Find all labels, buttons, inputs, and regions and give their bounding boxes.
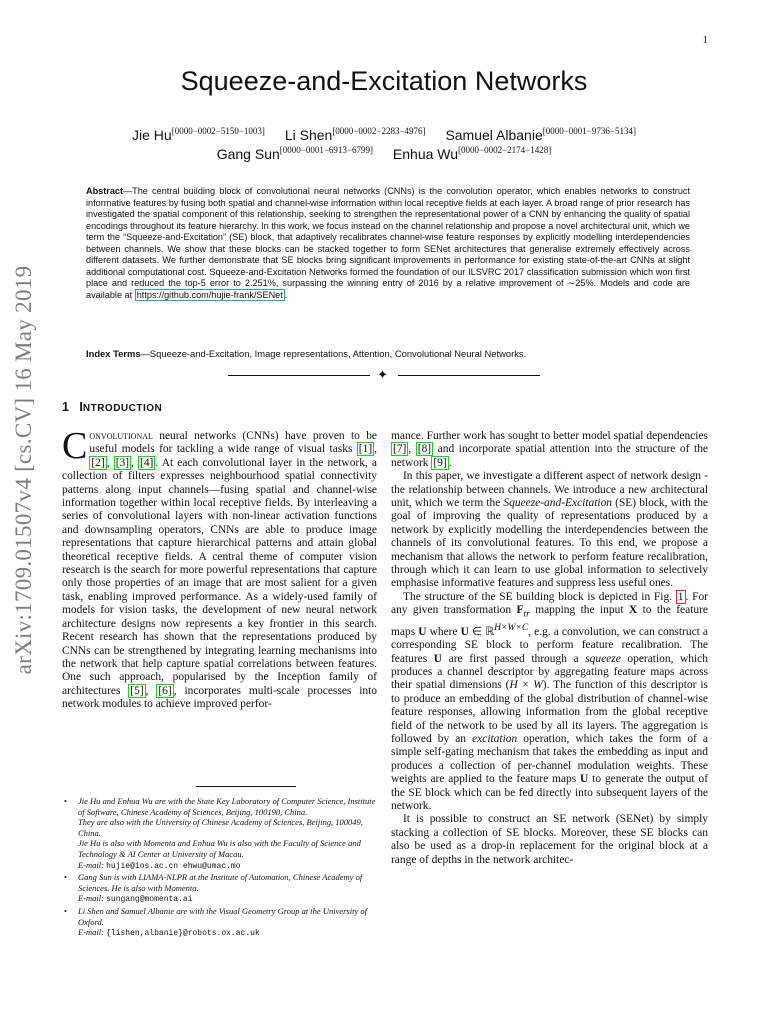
text-run: Jie Hu and Enhua Wu are with the State Key Laboratory of Computer Science, Institute of Software, Chinese Academy of Sciences, Beijing, 100190, China. bbox=[78, 796, 376, 817]
footnotes bbox=[62, 796, 377, 940]
authors-line-1 bbox=[60, 126, 708, 143]
author-orcid: [0000−0001−6913−6799] bbox=[279, 145, 374, 155]
text-run: and incorporate spatial attention into the structure of the network bbox=[391, 443, 709, 469]
abstract-text: —The central building block of convolutional neural networks (CNNs) is the convolution operator, which enables networks to construct informative features by fusing both spatial and channel-wise information within local receptive fields at each layer. A broad range of prior research has investigated the spatial component of this relationship, seeking to strengthen the representational power of a CNN by enhancing the quality of spatial encodings throughout its feature hierarchy. In this work, we focus instead on the channel relationship and propose a novel architectural unit, which we term the “Squeeze-and-Excitation” (SE) block, that adaptively recalibrates channel-wise feature responses by explicitly modelling interdependencies between channels. We show that these blocks can be stacked together to form SENet architectures that generalise extremely effectively across different datasets. We further demonstrate that SE blocks bring significant improvements in performance for existing state-of-the-art CNNs at slight additional computational cost. Squeeze-and-Excitation Networks formed the foundation of our ILSVRC 2017 classification submission which won first place and reduced the top-5 error to 2.251%, surpassing the winning entry of 2016 by a relative improvement of ∼25%. Models and code are available at bbox=[86, 186, 690, 300]
citation-7[interactable]: [7] bbox=[393, 443, 407, 456]
arxiv-side-label bbox=[6, 260, 42, 680]
text-run: operation, which produces a channel descriptor by aggregating feature maps across their spatial dimensions ( bbox=[391, 652, 708, 692]
text-run: , bbox=[145, 684, 157, 697]
divider-line-left bbox=[228, 375, 370, 376]
intro-paragraph-1 bbox=[62, 425, 378, 712]
text-run: are first passed through a bbox=[442, 652, 586, 665]
section-title-rest: NTRODUCTION bbox=[82, 403, 163, 414]
abstract bbox=[86, 186, 690, 301]
section-number: 1 bbox=[62, 400, 69, 414]
index-terms bbox=[86, 348, 690, 359]
text-run: (SE) block, with the goal of improving the quality of representations produced by a network by explicitly modelling the interdependencies between the channels of its convolutional features. To this end, we propose a mechanism that allows the network to perform feature recalibration, through which it can learn to use global information to selectively emphasise informative features and suppress less useful ones. bbox=[391, 497, 708, 590]
paper-title: Squeeze-and-Excitation Networks bbox=[180, 66, 588, 96]
author-gang-sun bbox=[217, 146, 373, 162]
author-jie-hu bbox=[132, 127, 265, 143]
author-name: Samuel Albanie bbox=[445, 127, 543, 143]
text-run: mance. Further work has sought to better model spatial dependencies bbox=[391, 430, 708, 442]
author-orcid: [0000−0002−2174−1428] bbox=[458, 145, 552, 155]
abstract-end: . bbox=[284, 289, 288, 300]
section-heading-introduction bbox=[62, 400, 162, 414]
text-run: , bbox=[374, 443, 377, 456]
author-name: Jie Hu bbox=[132, 127, 172, 143]
math-tr: tr bbox=[523, 608, 530, 620]
text-run: , bbox=[106, 456, 114, 469]
emphasis-excitation: excitation bbox=[472, 733, 518, 746]
text-run: neural networks (CNNs) have proven to be useful models for tackling a wide range of visual tasks bbox=[89, 430, 377, 456]
right-column bbox=[391, 430, 708, 867]
text-run: , bbox=[408, 443, 416, 456]
math-F: F bbox=[516, 604, 524, 617]
math-U: U bbox=[433, 652, 443, 665]
section-title-initial: I bbox=[79, 400, 83, 414]
text-run: to generate the output of the SE block which can be fed directly into subsequent layers of the network. bbox=[391, 773, 709, 813]
text-run: where bbox=[426, 625, 461, 638]
email-sun: sungang@momenta.ai bbox=[106, 895, 193, 905]
author-name: Li Shen bbox=[284, 127, 333, 143]
text-run: Li Shen and Samuel Albanie are with the Visual Geometry Group at the University of Oxford. bbox=[78, 905, 367, 927]
text-run: Gang Sun is with LIAMA-NLPR at the Institute of Automation, Chinese Academy of Sciences. He is also with Momenta. bbox=[78, 872, 363, 893]
citation-1[interactable]: [1] bbox=[358, 443, 373, 456]
figure-1-ref[interactable]: 1 bbox=[677, 590, 684, 603]
text-run: In this paper, we investigate a different aspect of network design - the relationship between channels. We introduce a new architectural unit, which we term the bbox=[391, 470, 708, 510]
email-label: E-mail: bbox=[78, 927, 107, 938]
footnote-rule bbox=[196, 786, 296, 787]
author-orcid: [0000−0002−5150−1003] bbox=[171, 126, 265, 136]
text-run: , e.g. a convolution, we can construct a corresponding SE block to perform feature recalibration. The features bbox=[391, 625, 708, 665]
footnote-affiliation-hu-wu bbox=[62, 796, 377, 872]
text-run: They are also with the University of Chinese Academy of Sciences, Beijing, 100049, China. bbox=[78, 817, 363, 838]
text-run: . At each convolutional layer in the network, a collection of filters expresses neighbourhood spatial connectivity patterns along input channels—fusing spatial and channel-wise information together within local receptive fields. By interleaving a series of convolutional layers with non-linear activation functions and downsampling operators, CNNs are able to produce image representations that capture hierarchical patterns and attain global theoretical receptive fields. A central theme of computer vision research is the search for more powerful representations that capture only those properties of an image that are most salient for a given task, enabling improved performance. As a widely-used family of models for vision tasks, the development of new neural network architecture designs now represents a key frontier in this search. Recent research has shown that the representations produced by CNNs can be strengthened by integrating learning mechanisms into the network that help capture spatial correlations between features. One such approach, popularised by the Inception family of architectures bbox=[62, 456, 377, 697]
author-enhua-wu bbox=[393, 146, 551, 162]
bullet-icon: • bbox=[64, 872, 67, 883]
citation-5[interactable]: [5] bbox=[130, 684, 144, 697]
divider-diamond-icon: ✦ bbox=[377, 367, 388, 382]
author-samuel-albanie bbox=[445, 127, 636, 143]
math-X: X bbox=[628, 604, 638, 617]
email-hu-wu: hujie@ios.ac.cn ehwu@umac.mo bbox=[106, 861, 241, 871]
author-name: Enhua Wu bbox=[392, 146, 459, 162]
math-U: U bbox=[460, 625, 469, 638]
emphasis-se: Squeeze-and-Excitation bbox=[503, 497, 613, 510]
math-U: U bbox=[418, 625, 427, 638]
bullet-icon: • bbox=[64, 796, 67, 806]
text-run: The structure of the SE building block is depicted in Fig. bbox=[403, 590, 676, 603]
small-caps-word: onvolutional bbox=[89, 430, 153, 442]
arxiv-id-text: arXiv:1709.01507v4 [cs.CV] 16 May 2019 bbox=[11, 265, 36, 675]
intro-paragraph-2 bbox=[391, 470, 708, 591]
intro-paragraph-3 bbox=[391, 591, 708, 814]
text-run: , incorporates multi-scale processes into network modules to achieve improved perfor- bbox=[62, 684, 378, 711]
citation-2[interactable]: [2] bbox=[91, 456, 105, 469]
citation-3[interactable]: [3] bbox=[115, 456, 130, 469]
code-link[interactable]: https://github.com/hujie-frank/SENet bbox=[136, 289, 283, 300]
email-label: E-mail: bbox=[78, 893, 107, 904]
email-label: E-mail: bbox=[78, 859, 107, 870]
text-run: operation, which takes the form of a simple self-gating mechanism that takes the embedding as input and produces a collection of per-channel modulation weights. These weights are applied to the feature maps bbox=[391, 733, 708, 786]
author-orcid: [0000−0002−2283−4976] bbox=[332, 126, 426, 136]
author-orcid: [0000−0001−9736−5134] bbox=[542, 126, 636, 136]
text-run: mapping the input bbox=[529, 604, 629, 617]
intro-paragraph-1-continued bbox=[391, 430, 708, 470]
index-terms-text: —Squeeze-and-Excitation, Image representations, Attention, Convolutional Neural Networks. bbox=[140, 348, 527, 359]
left-column bbox=[62, 425, 378, 712]
email-shen-albanie: {lishen,albanie}@robots.ox.ac.uk bbox=[106, 929, 260, 939]
intro-paragraph-4: It is possible to construct an SE network (SENet) by simply stacking a collection of SE blocks. Moreover, these SE blocks can also be used as a drop-in replacement for the original block at a range of depths in the network architec- bbox=[391, 813, 708, 866]
author-name: Gang Sun bbox=[216, 146, 280, 162]
text-run: Jie Hu is also with Momenta and Enhua Wu is also with the Faculty of Science and Technology & AI Center at University of Macau. bbox=[78, 838, 361, 859]
text-run: , bbox=[131, 456, 139, 469]
page-number: 1 bbox=[702, 34, 708, 46]
emphasis-squeeze: squeeze bbox=[585, 652, 621, 665]
footnote-affiliation-sun bbox=[62, 872, 377, 906]
text-run: to the feature maps bbox=[391, 604, 708, 638]
text-run: ). The function of this descriptor is to produce an embedding of the global distribution of channel-wise feature responses, allowing information from the global receptive field of the network to be used by all its layers. The aggregation is followed by an bbox=[391, 679, 708, 746]
bullet-icon: • bbox=[64, 905, 67, 916]
math-HW: H × W bbox=[509, 679, 543, 692]
authors-line-2 bbox=[60, 145, 708, 162]
math-U: U bbox=[580, 773, 589, 786]
citation-8[interactable]: [8] bbox=[417, 443, 432, 456]
divider-line-right bbox=[398, 375, 540, 376]
text-run: . bbox=[448, 456, 452, 469]
abstract-label: Abstract bbox=[86, 186, 124, 196]
citation-9[interactable]: [9] bbox=[433, 456, 447, 469]
citation-4[interactable]: [4] bbox=[140, 456, 154, 469]
index-terms-label: Index Terms bbox=[86, 348, 141, 359]
drop-cap: C bbox=[62, 425, 88, 467]
citation-6[interactable]: [6] bbox=[158, 684, 172, 697]
text-run: . For any given transformation bbox=[391, 590, 708, 617]
math-dims: H×W×C bbox=[494, 621, 529, 633]
math-in-R: ∈ ℝ bbox=[468, 625, 495, 638]
footnote-affiliation-shen-albanie bbox=[62, 906, 377, 940]
author-li-shen bbox=[285, 127, 426, 143]
